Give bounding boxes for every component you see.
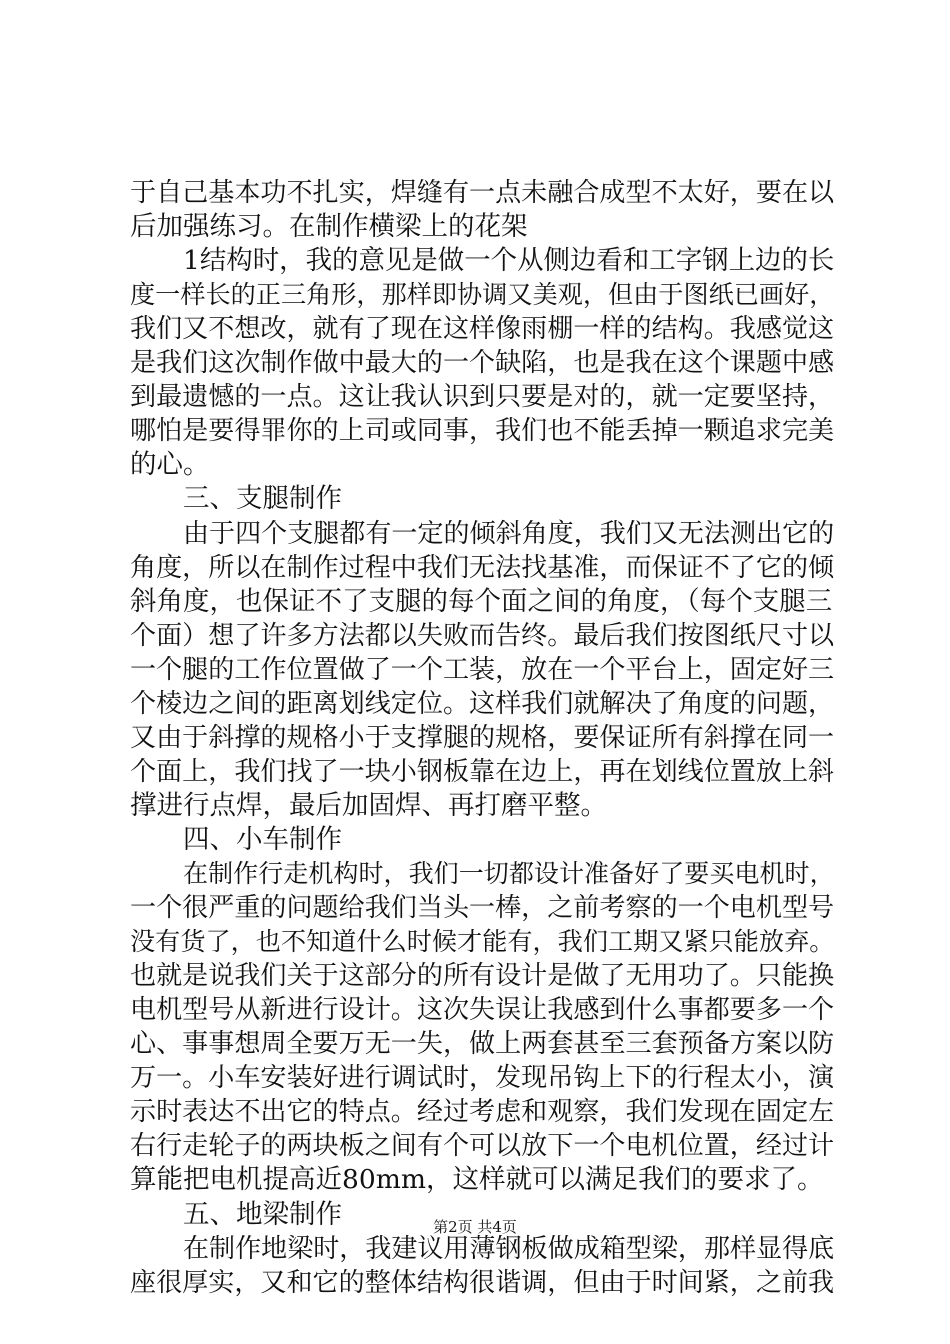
text-line: 也就是说我们关于这部分的所有设计是做了无用功了。只能换	[130, 961, 835, 992]
text-line: 撑进行点焊，最后加固焊、再打磨平整。	[130, 789, 607, 821]
text-line: 又由于斜撑的规格小于支撑腿的规格，要保证所有斜撑在同一	[130, 722, 835, 753]
text-line: 在制作行走机构时，我们一切都设计准备好了要买电机时，	[183, 859, 835, 888]
text-line: 个面）想了许多方法都以失败而告终。最后我们按图纸尺寸以	[130, 620, 835, 651]
text-line: 角度，所以在制作过程中我们无法找基准，而保证不了它的倾	[130, 552, 835, 583]
text-line: 一个腿的工作位置做了一个工装，放在一个平台上，固定好三	[130, 654, 835, 685]
text-line: 万一。小车安装好进行调试时，发现吊钩上下的行程太小，演	[130, 1063, 835, 1094]
section-heading: 三、支腿制作	[183, 483, 342, 515]
text-line: 座很厚实，又和它的整体结构很谐调，但由于时间紧，之前我	[130, 1267, 835, 1298]
text-line: 到最遗憾的一点。这让我认识到只要是对的，就一定要坚持，	[130, 382, 835, 413]
text-line: 个面上，我们找了一块小钢板靠在边上，再在划线位置放上斜	[130, 756, 835, 787]
text-line: 斜角度，也保证不了支腿的每个面之间的角度，（每个支腿三	[130, 585, 833, 617]
text-line: 右行走轮子的两块板之间有个可以放下一个电机位置，经过计	[130, 1131, 835, 1162]
text-line: 个棱边之间的距离划线定位。这样我们就解决了角度的问题，	[130, 688, 835, 719]
text-line: 没有货了，也不知道什么时候才能有，我们工期又紧只能放弃。	[130, 927, 835, 957]
text-line: 哪怕是要得罪你的上司或同事，我们也不能丢掉一颗追求完美	[130, 416, 835, 447]
text-line: 一个很严重的问题给我们当头一棒，之前考察的一个电机型号	[130, 893, 835, 924]
text-line: 的心。	[130, 449, 210, 481]
text-line: 度一样长的正三角形，那样即协调又美观，但由于图纸已画好，	[130, 280, 835, 310]
section-heading: 四、小车制作	[183, 823, 342, 855]
text-line: 心、事事想周全要万无一失，做上两套甚至三套预备方案以防	[130, 1029, 835, 1060]
text-line: 是我们这次制作做中最大的一个缺陷，也是我在这个课题中感	[130, 348, 835, 379]
text-line: 我们又不想改，就有了现在这样像雨棚一样的结构。我感觉这	[130, 314, 835, 345]
text-line: 示时表达不出它的特点。经过考虑和观察，我们发现在固定左	[130, 1097, 835, 1128]
text-line: 后加强练习。在制作横梁上的花架	[130, 211, 528, 243]
text-line: 算能把电机提高近80mm，这样就可以满足我们的要求了。	[130, 1164, 824, 1196]
page-footer: 第2页 共4页	[433, 1218, 517, 1236]
section-heading: 五、地梁制作	[183, 1198, 342, 1230]
text-line: 电机型号从新进行设计。这次失误让我感到什么事都要多一个	[130, 995, 835, 1026]
text-line: 在制作地梁时，我建议用薄钢板做成箱型梁，那样显得底	[183, 1233, 835, 1264]
text-line: 于自己基本功不扎实，焊缝有一点未融合成型不太好，要在以	[130, 178, 835, 208]
text-line: 1结构时，我的意见是做一个从侧边看和工字钢上边的长	[183, 245, 835, 277]
text-line: 由于四个支腿都有一定的倾斜角度，我们又无法测出它的	[183, 518, 835, 549]
